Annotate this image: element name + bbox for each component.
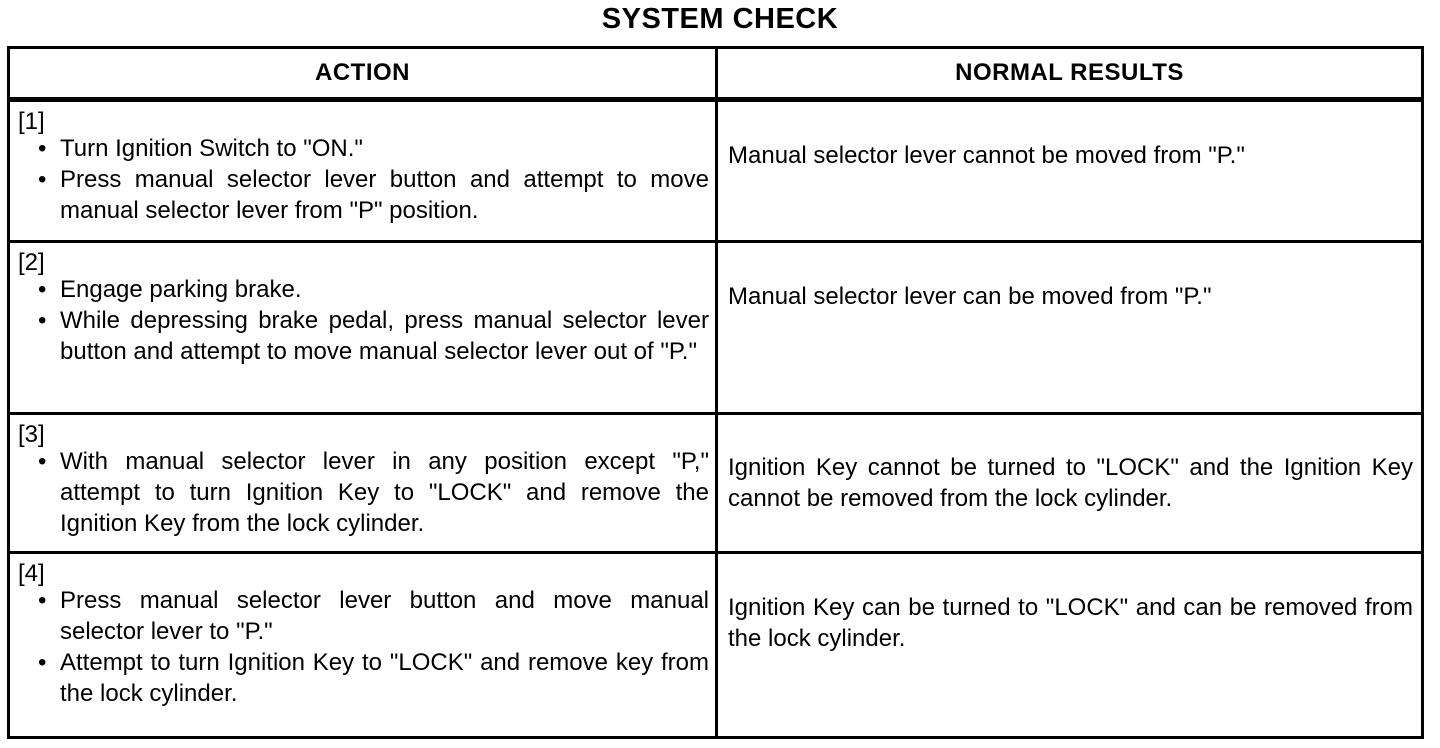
result-cell-4: Ignition Key can be turned to "LOCK" and can be removed from the lock cylinder. bbox=[728, 594, 1413, 652]
step-number: [2] bbox=[18, 249, 45, 276]
step-number: [3] bbox=[18, 421, 45, 448]
action-cell-4 bbox=[10, 554, 718, 736]
action-bullet: • Press manual selector lever button and move manual selector lever to "P." bbox=[60, 585, 709, 647]
step-number: [4] bbox=[18, 560, 45, 587]
action-bullet-list bbox=[18, 274, 709, 367]
action-bullet-list bbox=[18, 585, 709, 709]
action-bullet-list bbox=[18, 133, 709, 226]
page-title: SYSTEM CHECK bbox=[601, 3, 839, 35]
header-normal-results: NORMAL RESULTS bbox=[718, 49, 1421, 102]
action-cell-3 bbox=[10, 415, 718, 554]
action-cell-2 bbox=[10, 243, 718, 415]
result-cell-3: Ignition Key cannot be turned to "LOCK" and the Ignition Key cannot be removed from the lock cylinder. bbox=[718, 415, 1421, 554]
action-bullet: • Engage parking brake. bbox=[60, 274, 709, 305]
result-cell-1: Manual selector lever cannot be moved from "P." bbox=[718, 102, 1421, 243]
action-cell-1 bbox=[10, 102, 718, 243]
result-cell-2: Manual selector lever can be moved from "P." bbox=[718, 243, 1421, 415]
action-bullet: • Press manual selector lever button and attempt to move manual selector lever from "P" position. bbox=[60, 164, 709, 226]
step-number: [1] bbox=[18, 108, 45, 135]
action-bullet: • While depressing brake pedal, press manual selector lever button and attempt to move manual selector lever out of "P." bbox=[60, 305, 709, 367]
action-bullet-list bbox=[18, 446, 709, 539]
system-check-table bbox=[7, 46, 1424, 739]
action-bullet: • With manual selector lever in any position except "P," attempt to turn Ignition Key to "LOCK" and remove the Ignition Key from the lock cylinder. bbox=[60, 446, 709, 539]
action-bullet: • Turn Ignition Switch to "ON." bbox=[60, 133, 709, 164]
action-bullet: • Attempt to turn Ignition Key to "LOCK" and remove key from the lock cylinder. bbox=[60, 647, 709, 709]
header-action: ACTION bbox=[10, 49, 718, 102]
